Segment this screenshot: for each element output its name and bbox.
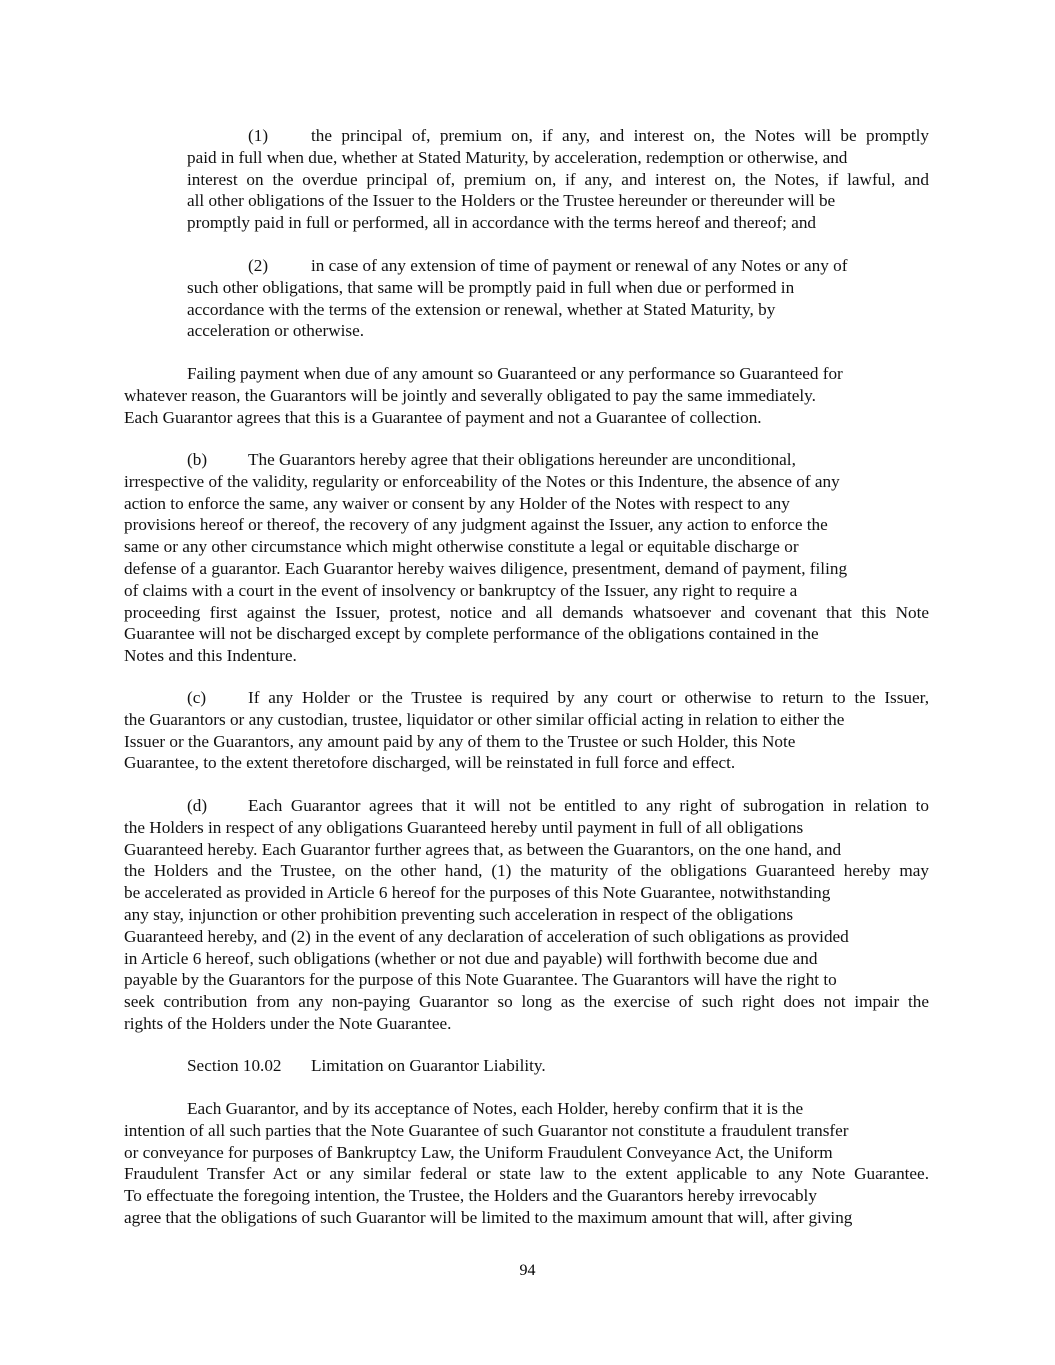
clause-2-label: (2) [248,256,269,275]
limitation-paragraph-line: agree that the obligations of such Guarantor will be limited to the maximum amount that will, after giving [124,1208,853,1227]
section-heading-line: Limitation on Guarantor Liability. [311,1056,546,1075]
clause-d-line: Guaranteed hereby. Each Guarantor further agrees that, as between the Guarantors, on the one hand, and [124,839,842,859]
clause-b-line: defense of a guarantor. Each Guarantor hereby waives diligence, presentment, demand of payment, filing [124,559,848,578]
clause-b-line: action to enforce the same, any waiver or consent by any Holder of the Notes with respect to any [124,493,790,513]
clause-b-line: The Guarantors hereby agree that their obligations hereunder are unconditional, [248,450,796,469]
clause-d-line: payable by the Guarantors for the purpose of this Note Guarantee. The Guarantors will have the right to [124,970,837,990]
limitation-paragraph-line: Each Guarantor, and by its acceptance of Notes, each Holder, hereby confirm that it is the [187,1099,804,1118]
clause-d-line: any stay, injunction or other prohibition preventing such acceleration in respect of the obligations [124,905,794,924]
clause-2-line: acceleration or otherwise. [187,321,365,341]
clause-d-label: (d) [187,796,208,815]
clause-1-line: paid in full when due, whether at Stated Maturity, by acceleration, redemption or otherwise, and [187,147,848,167]
failing-payment-line: whatever reason, the Guarantors will be jointly and severally obligated to pay the same immediately. [124,385,816,405]
section-heading-label: Section 10.02 [187,1056,282,1075]
clause-b-line: Notes and this Indenture. [124,646,297,666]
clause-d-line: seek contribution from any non-paying Guarantor so long as the exercise of such right does not impair the [124,992,929,1012]
clause-2-line: such other obligations, that same will be promptly paid in full when due or performed in [187,277,795,297]
clause-1-line: promptly paid in full or performed, all in accordance with the terms hereof and thereof; and [187,213,817,233]
limitation-paragraph-line: or conveyance for purposes of Bankruptcy Law, the Uniform Fraudulent Conveyance Act, the Uniform [124,1142,833,1162]
clause-b-line: provisions hereof or thereof, the recovery of any judgment against the Issuer, any action to enforce the [124,515,828,535]
clause-1-line: all other obligations of the Issuer to the Holders or the Trustee hereunder or thereunder will be [187,191,836,211]
clause-2-line: in case of any extension of time of payment or renewal of any Notes or any of [311,256,848,275]
clause-c-line: the Guarantors or any custodian, trustee, liquidator or other similar official acting in relation to either the [124,709,845,729]
clause-b-line: same or any other circumstance which might otherwise constitute a legal or equitable discharge or [124,537,799,557]
limitation-paragraph-line: To effectuate the foregoing intention, the Trustee, the Holders and the Guarantors hereby irrevocably [124,1186,817,1206]
failing-payment-line: Each Guarantor agrees that this is a Guarantee of payment and not a Guarantee of collection. [124,407,762,427]
failing-payment-line: Failing payment when due of any amount so Guaranteed or any performance so Guaranteed for [187,364,843,383]
clause-d-line: the Holders and the Trustee, on the other hand, (1) the maturity of the obligations Guaranteed hereby may [124,861,929,881]
clause-1-line: interest on the overdue principal of, premium on, if any, and interest on, the Notes, if lawful, and [187,169,929,189]
clause-b-line: irrespective of the validity, regularity or enforceability of the Notes or this Indenture, the absence of any [124,471,840,491]
clause-b-line: of claims with a court in the event of insolvency or bankruptcy of the Issuer, any right to require a [124,580,798,600]
clause-d-line: rights of the Holders under the Note Guarantee. [124,1014,452,1033]
clause-d-line: be accelerated as provided in Article 6 hereof for the purposes of this Note Guarantee, notwithstanding [124,883,831,903]
clause-1-line: the principal of, premium on, if any, and interest on, the Notes will be promptly [311,126,929,145]
clause-b-line: proceeding first against the Issuer, protest, notice and all demands whatsoever and covenant that this Note [124,602,929,622]
clause-b-line: Guarantee will not be discharged except by complete performance of the obligations contained in the [124,624,819,644]
clause-c-label: (c) [187,688,207,707]
clause-d-line: in Article 6 hereof, such obligations (whether or not due and payable) will forthwith become due and [124,948,818,968]
clause-2-line: accordance with the terms of the extension or renewal, whether at Stated Maturity, by [187,299,776,319]
clause-1-label: (1) [248,126,269,145]
limitation-paragraph-line: Fraudulent Transfer Act or any similar federal or state law to the extent applicable to any Note Guarantee. [124,1164,929,1184]
clause-d-line: Each Guarantor agrees that it will not be entitled to any right of subrogation in relation to [248,796,929,815]
clause-d-line: the Holders in respect of any obligations Guaranteed hereby until payment in full of all obligations [124,817,804,837]
clause-c-line: Guarantee, to the extent theretofore discharged, will be reinstated in full force and effect. [124,753,736,773]
page-number: 94 [519,1262,536,1279]
clause-c-line: Issuer or the Guarantors, any amount paid by any of them to the Trustee or such Holder, this Note [124,731,796,751]
clause-b-label: (b) [187,450,208,469]
clause-c-line: If any Holder or the Trustee is required by any court or otherwise to return to the Issuer, [248,688,929,707]
clause-d-line: Guaranteed hereby, and (2) in the event of any declaration of acceleration of such obligations as provided [124,926,849,946]
limitation-paragraph-line: intention of all such parties that the Note Guarantee of such Guarantor not constitute a fraudulent transfer [124,1120,849,1140]
